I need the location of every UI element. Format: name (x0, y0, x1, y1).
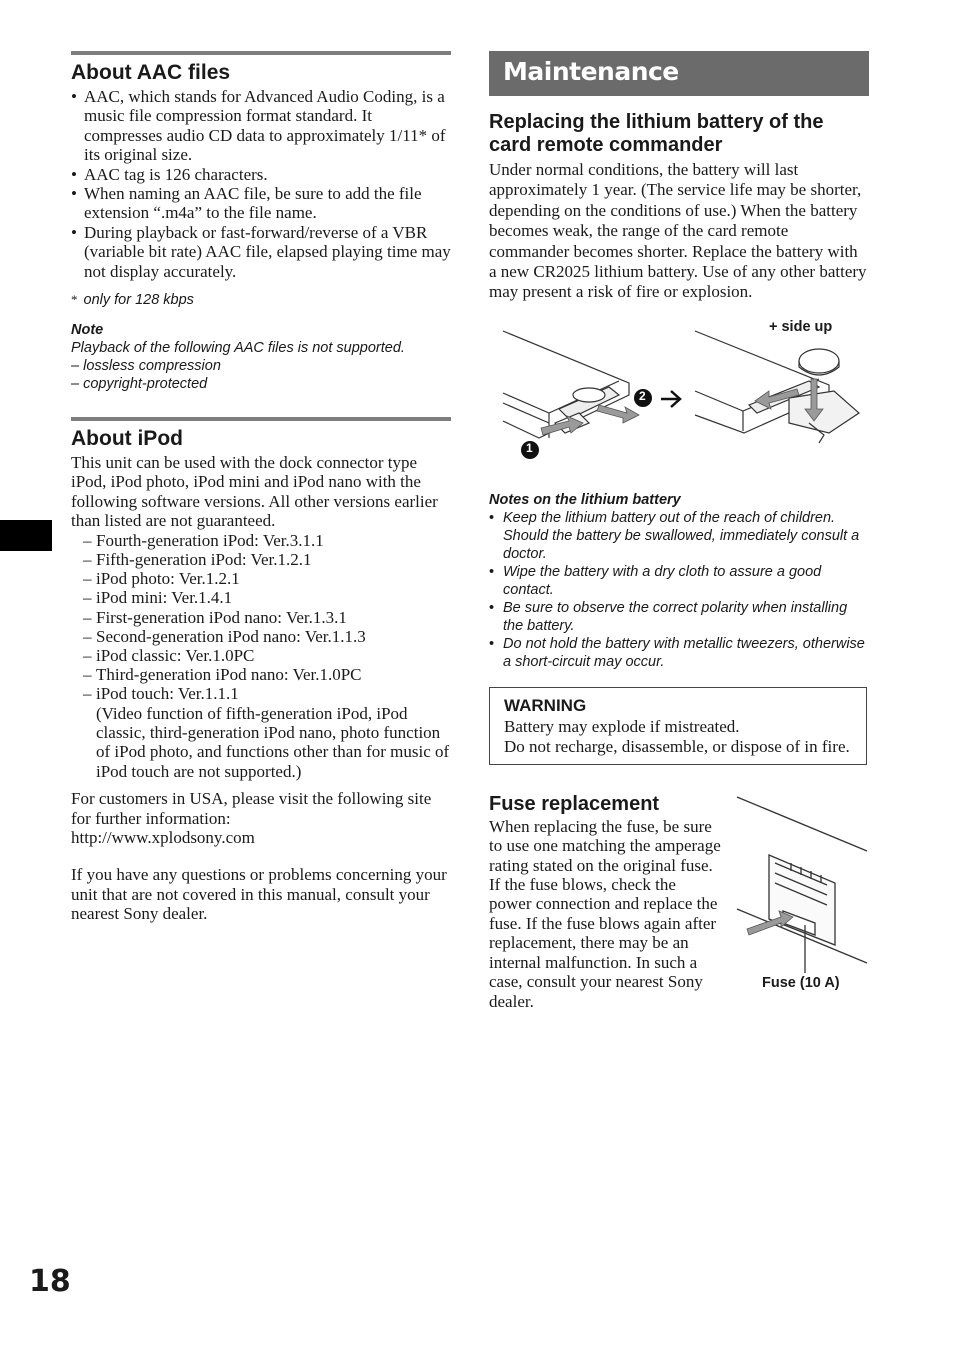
battery-diagram-illustration (489, 323, 869, 473)
note-line: – copyright-protected (71, 376, 208, 393)
aac-bullet: • AAC tag is 126 characters. (71, 165, 451, 184)
ipod-version-item: – iPod classic: Ver.1.0PC (83, 646, 451, 665)
lithium-note-item: • Keep the lithium battery out of the reach of children. Should the battery be swallowed, immediately consult a doctor. (489, 509, 869, 563)
lithium-note-item: • Wipe the battery with a dry cloth to assure a good contact. (489, 563, 869, 599)
fuse-text: When replacing the fuse, be sure to use one matching the amperage rating stated on the original fuse. If the fuse blows, check the power connection and replace the fuse. If the fuse blows again after replacement, there may be an internal malfunction. In such a case, consult your nearest Sony dealer. (489, 816, 721, 1011)
ipod-version-item: – Third-generation iPod nano: Ver.1.0PC (83, 665, 451, 684)
right-column (489, 51, 869, 1011)
step-2-number: 2 (639, 388, 646, 403)
about-aac-heading: About AAC files (71, 61, 231, 84)
note-line: Playback of the following AAC files is not supported. (71, 340, 405, 357)
section-rule (71, 417, 451, 421)
fuse-label: Fuse (10 A) (762, 974, 840, 991)
lithium-note-item: • Do not hold the battery with metallic tweezers, otherwise a short-circuit may occur. (489, 635, 869, 671)
aac-bullet-list (71, 87, 451, 281)
note-line: – lossless compression (71, 358, 221, 375)
ipod-version-item: – First-generation iPod nano: Ver.1.3.1 (83, 608, 451, 627)
ipod-version-item: – Fourth-generation iPod: Ver.3.1.1 (83, 531, 451, 550)
fuse-section (489, 817, 869, 1011)
warning-title: WARNING (504, 695, 587, 715)
maintenance-banner: Maintenance (489, 51, 869, 96)
lithium-notes-list (489, 509, 869, 671)
lithium-note-item: • Be sure to observe the correct polarity when installing the battery. (489, 599, 869, 635)
fuse-heading: Fuse replacement (489, 792, 660, 815)
battery-heading: Replacing the lithium battery of the card remote commander (489, 111, 824, 156)
aac-bullet: • When naming an AAC file, be sure to add the file extension “.m4a” to the file name. (71, 184, 451, 223)
section-tab-marker (0, 520, 52, 551)
battery-text: Under normal conditions, the battery will last approximately 1 year. (The service life may be shorter, depending on the conditions of use.) When the battery becomes weak, the range of the card remote commander becomes shorter. Replace the battery with a new CR2025 lithium battery. Use of any other battery may present a risk of fire or explosion. (489, 160, 867, 302)
plus-side-up-label: + side up (769, 318, 833, 335)
lithium-notes-title: Notes on the lithium battery (489, 491, 681, 508)
section-rule (71, 51, 451, 55)
questions-text: If you have any questions or problems concerning your unit that are not covered in this manual, consult your nearest Sony dealer. (71, 865, 447, 924)
battery-diagram (489, 318, 869, 503)
ipod-version-item: – Second-generation iPod nano: Ver.1.1.3 (83, 627, 451, 646)
aac-bullet: • AAC, which stands for Advanced Audio Coding, is a music file compression format standard. It compresses audio CD data to approximately 1/11* of its original size. (71, 87, 451, 165)
ipod-version-list (71, 531, 451, 704)
note-title: Note (71, 322, 104, 339)
about-ipod-heading: About iPod (71, 427, 183, 451)
fuse-diagram-illustration (735, 793, 869, 973)
warning-box (489, 687, 867, 765)
ipod-version-item: – iPod photo: Ver.1.2.1 (83, 569, 451, 588)
fuse-diagram (735, 811, 869, 1011)
ipod-touch-note: (Video function of fifth-generation iPod, iPod classic, third-generation iPod nano, photo function of iPod photo, and functions other than for music of iPod touch are not supported.) (96, 703, 450, 781)
about-aac-section (71, 51, 451, 393)
ipod-version-item: – iPod mini: Ver.1.4.1 (83, 588, 451, 607)
ipod-intro: This unit can be used with the dock connector type iPod, iPod photo, iPod mini and iPod nano with the following software versions. All other versions earlier than listed are not guaranteed. (71, 453, 438, 531)
warning-line: Battery may explode if mistreated. (504, 716, 740, 736)
step-1-number: 1 (526, 440, 533, 455)
footnote-text: only for 128 kbps (83, 292, 194, 309)
aac-bullet: • During playback or fast-forward/reverse of a VBR (variable bit rate) AAC file, elapsed playing time may not display accurately. (71, 223, 451, 281)
ipod-version-item: – iPod touch: Ver.1.1.1 (83, 684, 451, 703)
left-column (71, 51, 451, 924)
support-url: http://www.xplodsony.com (71, 827, 255, 847)
warning-line: Do not recharge, disassemble, or dispose of in fire. (504, 737, 850, 757)
about-ipod-section (71, 417, 451, 924)
aac-footnote (71, 291, 451, 309)
footnote-mark: * (71, 292, 78, 308)
page-number: 18 (29, 1264, 71, 1299)
aac-note (71, 321, 451, 393)
usa-info-text: For customers in USA, please visit the following site for further information: (71, 789, 432, 828)
lithium-notes (489, 491, 869, 671)
ipod-version-item: – Fifth-generation iPod: Ver.1.2.1 (83, 550, 451, 569)
